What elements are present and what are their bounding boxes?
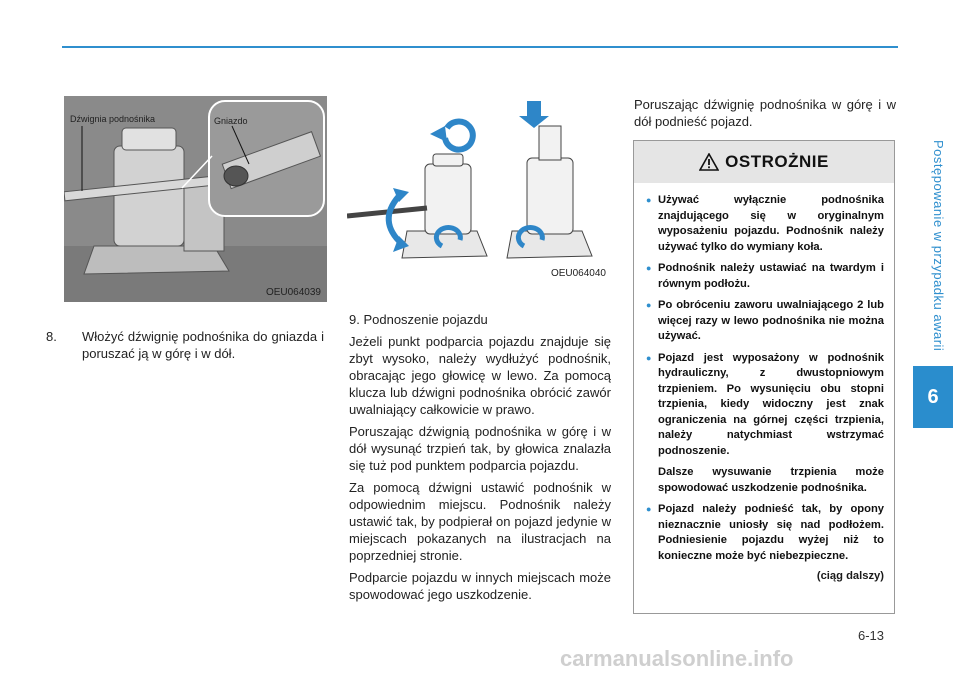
- warning-triangle-icon: [699, 153, 719, 171]
- page-number: 6-13: [858, 628, 885, 643]
- lift-intro-text: Poruszając dźwignię podnośnika w górę i w dół podnieść pojazd.: [634, 97, 896, 129]
- caution-title: OSTROŻNIE: [725, 152, 829, 171]
- caution-item: ● Po obróceniu zaworu uwalniającego 2 lub więcej razy w lewo podnośnika nie można używać.: [648, 298, 884, 345]
- jack-lever-illustration: [64, 96, 327, 302]
- paragraph: Za pomocą dźwigni ustawić podnośnik w odpowiednim miejscu. Podnośnik należy ustawić tak, by podpierał on pojazd jedynie w miejscach pokazanych na ilustracjach na poprzedniej stronie.: [349, 480, 611, 563]
- paragraph: Jeżeli punkt podparcia pojazdu znajduje się zbyt wysoko, należy wydłużyć podnośnik, obracając jego głowicę w lewo. Za pomocą klucza lub dźwigni podnośnika obrócić zawór uwalniający całkowicie w prawo.: [349, 334, 611, 417]
- caution-box: [633, 140, 895, 614]
- step-9-heading: 9. Podnoszenie pojazdu: [349, 312, 488, 327]
- caution-item: ● Pojazd jest wyposażony w podnośnik hydrauliczny, z dwustopniowym trzpieniem. Po wysunięciu obu stopni trzpienia, kiedy widoczny jest znak ograniczenia na górnej części trzpienia, należy natychmiast wstrzymać podnoszenie.: [648, 351, 884, 460]
- figure-jack-lever: [64, 96, 327, 302]
- section-title: Postępowanie w przypadku awarii: [931, 140, 946, 352]
- watermark: carmanualsonline.info: [560, 646, 794, 671]
- paragraph: Poruszając dźwignią podnośnika w górę i w dół wysunąć trzpień tak, by głowica znalazła się tuż pod punktem podparcia pojazdu.: [349, 424, 611, 473]
- chapter-tab: 6: [913, 366, 953, 428]
- label-lever: Dźwignia podnośnika: [70, 114, 156, 124]
- figure-jack-operation: [347, 96, 610, 282]
- caution-item: Dalsze wysuwanie trzpienia może spowodować uszkodzenie podnośnika.: [658, 466, 884, 494]
- caution-item: ● Pojazd należy podnieść tak, by opony nieznacznie uniosły się nad podłożem. Podniesienie pojazdu wyżej niż to konieczne może być niebezpieczne.: [648, 502, 884, 564]
- figure-code: OEU064040: [550, 268, 606, 279]
- continued-label: (ciąg dalszy): [816, 570, 884, 582]
- jack-operation-illustration: [347, 96, 610, 282]
- label-socket: Gniazdo: [214, 116, 248, 126]
- caution-item: ● Podnośnik należy ustawiać na twardym i równym podłożu.: [648, 261, 884, 292]
- caution-header: [634, 141, 894, 183]
- step-8-text: Włożyć dźwignię podnośnika do gniazda i poruszać ją w górę i w dół.: [82, 329, 324, 361]
- step-8-number: 8.: [46, 329, 57, 344]
- lift-intro: [634, 96, 896, 135]
- header-rule: [62, 46, 898, 48]
- paragraph: Podparcie pojazdu w innych miejscach może spowodować jego uszkodzenie.: [349, 570, 611, 602]
- caution-item: ● Używać wyłącznie podnośnika znajdującego się w oryginalnym wyposażeniu pojazdu. Podnośnik należy używać tylko do wymiany koła.: [648, 193, 884, 255]
- figure-code: OEU064039: [265, 287, 321, 298]
- caution-list: [648, 193, 884, 564]
- step-9: [349, 311, 611, 608]
- step-8: [46, 328, 324, 367]
